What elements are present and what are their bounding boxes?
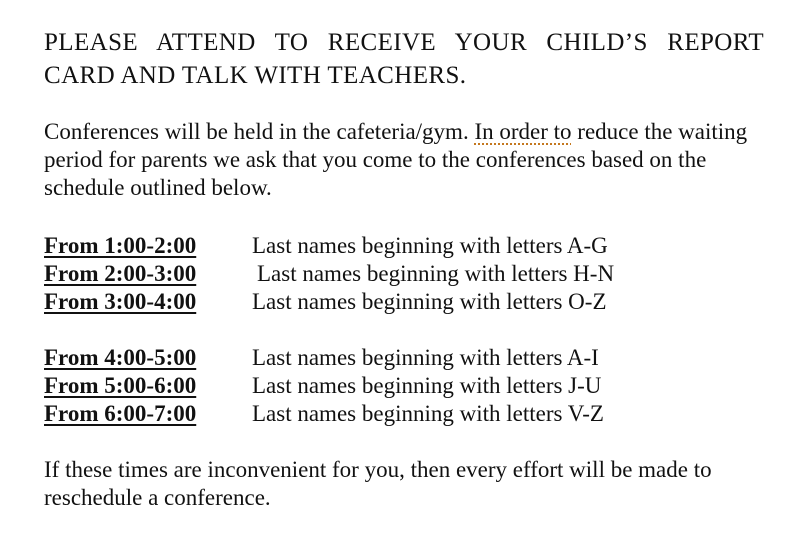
schedule-letters: Last names beginning with letters A-G [252,233,608,258]
schedule-block-early [44,232,764,316]
schedule-time: From 5:00-6:00 [44,373,197,398]
grammar-flagged-phrase[interactable]: In order to [474,119,572,144]
schedule-row [44,400,764,428]
schedule-time: From 1:00-2:00 [44,233,197,258]
schedule-row [44,372,764,400]
intro-text-start: Conferences will be held in the cafeteria/gym. [44,119,475,144]
closing-paragraph: If these times are inconvenient for you, then every effort will be made to reschedule a conference. [44,457,712,510]
schedule-row [44,260,764,288]
schedule-letters: Last names beginning with letters A-I [252,345,599,370]
schedule-row [44,232,764,260]
schedule-time: From 6:00-7:00 [44,401,197,426]
schedule-letters: Last names beginning with letters H-N [257,261,615,286]
intro-paragraph [44,118,774,202]
schedule-letters: Last names beginning with letters V-Z [252,401,604,426]
schedule-time: From 2:00-3:00 [44,261,197,286]
schedule-row [44,288,764,316]
schedule-block-late [44,344,764,428]
intro-text-end: reduce the waiting period for parents we ask that you come to the conferences based on the schedule outlined below. [44,119,748,200]
schedule-row [44,344,764,372]
schedule-letters: Last names beginning with letters O-Z [252,289,607,314]
schedule-letters: Last names beginning with letters J-U [252,373,602,398]
schedule-time: From 4:00-5:00 [44,345,197,370]
schedule-time: From 3:00-4:00 [44,289,197,314]
document-heading: PLEASE ATTEND TO RECEIVE YOUR CHILD’S REPORT CARD AND TALK WITH TEACHERS. [44,29,764,89]
